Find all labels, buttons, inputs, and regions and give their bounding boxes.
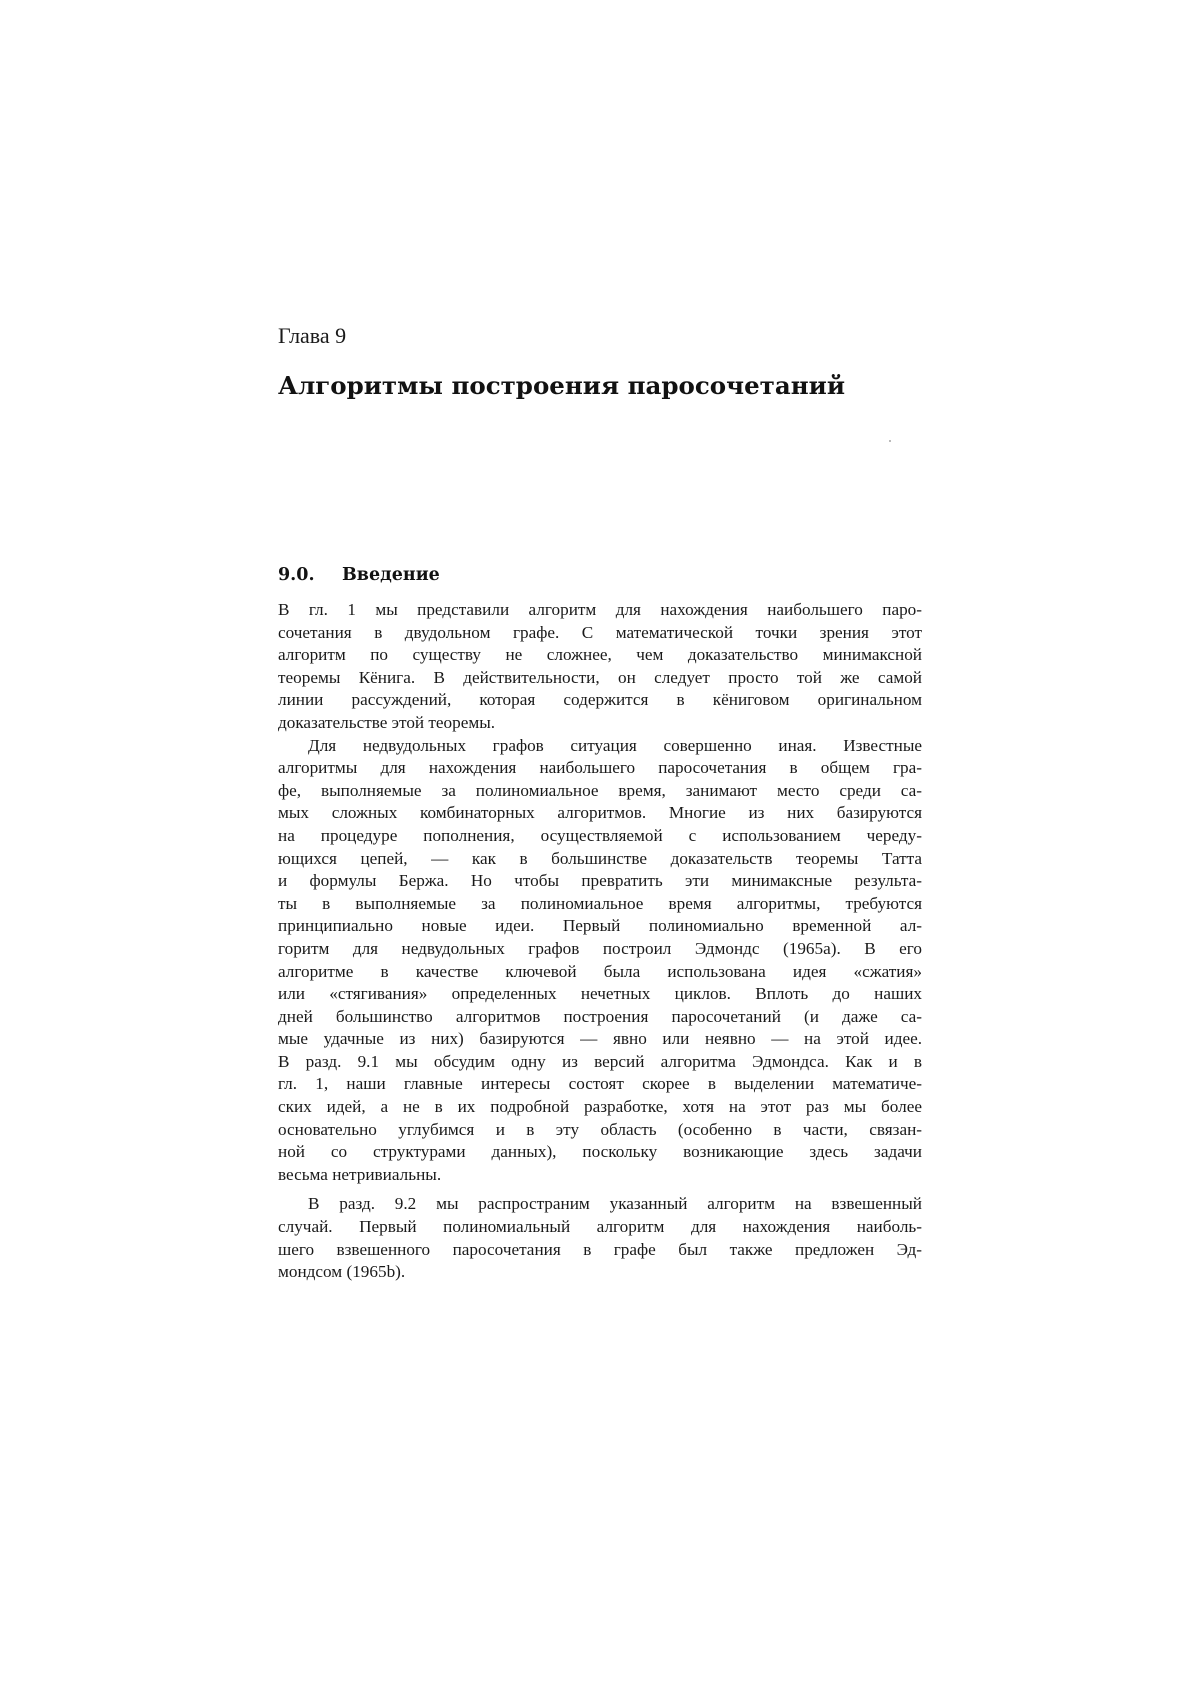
section-number: 9.0. (278, 565, 315, 585)
text-line: ющихся цепей, — как в большинстве доказательств теоремы Татта (278, 848, 922, 868)
text-line: В гл. 1 мы представили алгоритм для нахождения наибольшего паро- (278, 600, 922, 619)
text-line: принципиально новые идеи. Первый полиномиально временной ал- (278, 916, 922, 936)
chapter-title: Алгоритмы построения паросочетаний (278, 371, 845, 400)
text-line: Для недвудольных графов ситуация совершенно иная. Известные (308, 735, 922, 755)
text-line: мые удачные из них) базируются — явно или неявно — на этой идее. (278, 1029, 922, 1049)
text-line: шего взвешенного паросочетания в графе был также предложен Эд- (278, 1239, 922, 1259)
text-line: и формулы Бержа. Но чтобы превратить эти минимаксные результа- (278, 871, 922, 891)
text-line: дней большинство алгоритмов построения паросочетаний (и даже са- (278, 1006, 922, 1026)
text-line: теоремы Кёнига. В действительности, он следует просто той же самой (278, 667, 922, 687)
text-line: мондсом (1965b). (278, 1262, 406, 1282)
text-line: весьма нетривиальны. (278, 1164, 442, 1184)
text-line: на процедуре пополнения, осуществляемой с использованием череду- (278, 825, 922, 845)
text-line: сочетания в двудольном графе. С математической точки зрения этот (278, 622, 922, 642)
text-line: или «стягивания» определенных нечетных циклов. Вплоть до наших (278, 984, 922, 1004)
text-line: ских идей, а не в их подробной разработке, хотя на этот раз мы более (278, 1097, 922, 1117)
paragraph (278, 735, 922, 1187)
text-line: основательно углубимся и в эту область (особенно в части, связан- (278, 1119, 922, 1139)
paragraph-gap (278, 1186, 922, 1193)
text-line: ты в выполняемые за полиномиальное время алгоритмы, требуются (278, 893, 922, 913)
text-line: ной со структурами данных), поскольку возникающие здесь задачи (278, 1142, 922, 1162)
text-line: алгоритм по существу не сложнее, чем доказательство минимаксной (278, 645, 922, 665)
text-line: мых сложных комбинаторных алгоритмов. Многие из них базируются (278, 803, 922, 823)
text-line: В разд. 9.1 мы обсудим одну из версий алгоритма Эдмондса. Как и в (278, 1051, 922, 1071)
text-line: гл. 1, наши главные интересы состоят скорее в выделении математиче- (278, 1074, 922, 1094)
section-heading (278, 563, 440, 587)
body-text (278, 599, 922, 1284)
text-line: доказательстве этой теоремы. (278, 712, 496, 732)
paragraph (278, 1193, 922, 1283)
scan-speck (889, 440, 891, 442)
text-line: В разд. 9.2 мы распространим указанный алгоритм на взвешенный (308, 1194, 922, 1214)
text-line: горитм для недвудольных графов построил Эдмондс (1965a). В его (278, 938, 922, 958)
section-title: Введение (342, 565, 440, 585)
text-line: линии рассуждений, которая содержится в кёниговом оригинальном (278, 690, 922, 710)
text-line: алгоритме в качестве ключевой была использована идея «сжатия» (278, 961, 922, 981)
text-line: случай. Первый полиномиальный алгоритм для нахождения наиболь- (278, 1217, 922, 1237)
text-line: алгоритмы для нахождения наибольшего паросочетания в общем гра- (278, 758, 922, 778)
text-line: фе, выполняемые за полиномиальное время, занимают место среди са- (278, 780, 922, 800)
chapter-label: Глава 9 (278, 323, 347, 348)
paragraph (278, 599, 922, 735)
